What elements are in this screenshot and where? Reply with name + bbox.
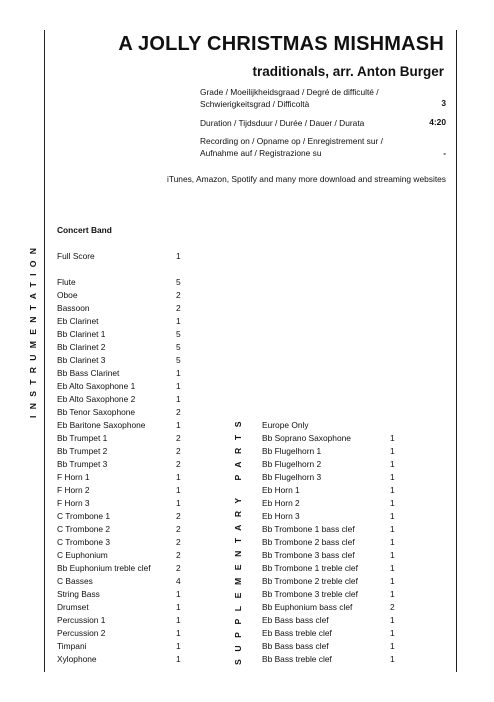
part-count: 1 [176,498,181,508]
part-count: 4 [176,576,181,586]
part-count: 1 [176,589,181,599]
part-count: 1 [390,472,395,482]
left-border-line [44,30,45,672]
part-name: Bb Bass bass clef [262,641,329,651]
part-name: Bb Flugelhorn 2 [262,459,322,469]
part-count: 1 [390,654,395,664]
part-count: 2 [176,563,181,573]
part-row [262,510,395,523]
part-name: Bb Euphonium treble clef [57,563,151,573]
part-row [57,510,181,523]
part-name: Eb Clarinet [57,316,99,326]
part-count: 1 [176,472,181,482]
part-name: Eb Horn 3 [262,511,300,521]
part-row [57,471,181,484]
grade-label: Grade / Moeilijkheidsgraad / Degré de difficulté / Schwierigkeitsgrad / Difficoltà [200,87,379,109]
part-name: Eb Baritone Saxophone [57,420,146,430]
part-row [57,289,181,302]
part-name: Percussion 2 [57,628,106,638]
part-row [262,471,395,484]
part-row [262,562,395,575]
part-row [57,445,181,458]
part-row [262,458,395,471]
part-count: 1 [390,498,395,508]
part-count: 1 [390,576,395,586]
part-name: Eb Alto Saxophone 2 [57,394,136,404]
part-count: 1 [390,485,395,495]
part-row [262,523,395,536]
part-name: Eb Bass bass clef [262,615,329,625]
part-name: Bb Trombone 1 bass clef [262,524,355,534]
part-count: 2 [176,303,181,313]
part-name: Eb Horn 2 [262,498,300,508]
part-row [57,380,181,393]
part-count: 1 [390,446,395,456]
part-count: 1 [390,511,395,521]
part-name: Bb Clarinet 1 [57,329,106,339]
part-row [262,484,395,497]
part-row [57,276,181,289]
part-count: 1 [390,433,395,443]
part-name: Drumset [57,602,89,612]
part-count: 1 [390,524,395,534]
part-name: Xylophone [57,654,97,664]
part-count: 1 [390,537,395,547]
arranger-line: traditionals, arr. Anton Burger [252,64,444,79]
supplementary-vertical-title: SUPPLEMENTARY PARTS [233,413,243,665]
part-row [262,536,395,549]
part-row [262,497,395,510]
part-count: 1 [176,615,181,625]
part-count: 2 [176,459,181,469]
part-count: 1 [176,368,181,378]
part-row [57,341,181,354]
duration-value: 4:20 [429,117,446,127]
part-count: 2 [176,433,181,443]
part-row [57,315,181,328]
part-count: 5 [176,277,181,287]
part-count: 1 [390,459,395,469]
part-name: Oboe [57,290,78,300]
part-name: Bb Trumpet 2 [57,446,108,456]
part-name: Eb Bass treble clef [262,628,332,638]
part-count: 1 [390,628,395,638]
right-border-line [456,30,457,672]
part-name: Bb Flugelhorn 1 [262,446,322,456]
part-name: C Trombone 3 [57,537,111,547]
part-count: 1 [390,615,395,625]
band-title: Concert Band [57,225,112,235]
part-count: 1 [390,550,395,560]
part-count: 1 [176,628,181,638]
part-count: 2 [390,602,395,612]
part-name: F Horn 3 [57,498,90,508]
part-name: String Bass [57,589,100,599]
part-row [57,432,181,445]
part-name: Timpani [57,641,87,651]
part-row [57,536,181,549]
part-row [57,406,181,419]
part-count: 1 [176,251,181,261]
part-row [262,432,395,445]
part-count: 5 [176,329,181,339]
part-count: 5 [176,355,181,365]
part-row [57,549,181,562]
part-row [262,445,395,458]
part-name: F Horn 1 [57,472,90,482]
part-name: F Horn 2 [57,485,90,495]
part-name: Full Score [57,251,95,261]
part-row [57,458,181,471]
part-row [262,549,395,562]
part-row [57,614,181,627]
part-count: 2 [176,550,181,560]
part-name: Bassoon [57,303,90,313]
part-count: 2 [176,524,181,534]
part-row [57,484,181,497]
part-name: Bb Bass treble clef [262,654,332,664]
part-name: C Euphonium [57,550,108,560]
part-count: 1 [176,485,181,495]
part-row [57,575,181,588]
part-row [57,497,181,510]
streaming-note: iTunes, Amazon, Spotify and many more download and streaming websites [166,174,446,184]
part-row [57,653,181,666]
part-row [57,419,181,432]
part-name: Percussion 1 [57,615,106,625]
part-count: 2 [176,290,181,300]
part-row [57,523,181,536]
part-row [262,653,395,666]
part-count: 2 [176,537,181,547]
part-row [57,354,181,367]
part-count: 1 [176,394,181,404]
part-row [57,393,181,406]
part-row [57,562,181,575]
part-row [262,627,395,640]
part-count: 1 [176,641,181,651]
part-name: Bb Trombone 1 treble clef [262,563,358,573]
part-row [262,575,395,588]
part-count: 1 [390,641,395,651]
part-name: Bb Soprano Saxophone [262,433,351,443]
part-count: 1 [176,654,181,664]
part-count: 1 [176,420,181,430]
recording-label: Recording on / Opname op / Enregistrement sur / Aufnahme auf / Registrazione su [200,136,383,158]
part-name: Bb Trombone 3 treble clef [262,589,358,599]
part-row [57,627,181,640]
full-score-row [57,250,187,263]
part-count: 1 [176,381,181,391]
page-title: A JOLLY CHRISTMAS MISHMASH [118,33,444,55]
instrumentation-vertical-title: INSTRUMENTATION [28,241,38,418]
part-row [57,588,181,601]
part-name: Bb Bass Clarinet [57,368,120,378]
part-name: Bb Tenor Saxophone [57,407,136,417]
part-name: Bb Trombone 2 bass clef [262,537,355,547]
part-row [262,588,395,601]
part-row [57,328,181,341]
duration-label: Duration / Tijdsduur / Durée / Dauer / Durata [200,118,365,128]
supplementary-heading: Europe Only [262,420,309,430]
part-count: 2 [176,407,181,417]
part-row [57,302,181,315]
part-name: Bb Trombone 3 bass clef [262,550,355,560]
part-name: Bb Flugelhorn 3 [262,472,322,482]
part-name: Bb Euphonium bass clef [262,602,353,612]
part-name: Bb Trumpet 3 [57,459,108,469]
part-name: Bb Clarinet 3 [57,355,106,365]
part-row [262,601,395,614]
part-count: 2 [176,511,181,521]
part-count: 2 [176,446,181,456]
part-row [57,640,181,653]
part-name: Bb Trombone 2 treble clef [262,576,358,586]
part-name: Bb Trumpet 1 [57,433,108,443]
part-row [262,614,395,627]
part-name: C Basses [57,576,93,586]
part-name: C Trombone 1 [57,511,111,521]
part-count: 1 [390,563,395,573]
part-name: Bb Clarinet 2 [57,342,106,352]
part-name: Eb Alto Saxophone 1 [57,381,136,391]
part-row [57,367,181,380]
part-row [57,601,181,614]
part-count: 1 [390,589,395,599]
part-count: 5 [176,342,181,352]
part-name: C Trombone 2 [57,524,111,534]
part-count: 1 [176,316,181,326]
part-name: Flute [57,277,76,287]
part-count: 1 [176,602,181,612]
grade-value: 3 [441,98,446,108]
recording-value: - [443,148,446,158]
part-name: Eb Horn 1 [262,485,300,495]
part-row [262,640,395,653]
